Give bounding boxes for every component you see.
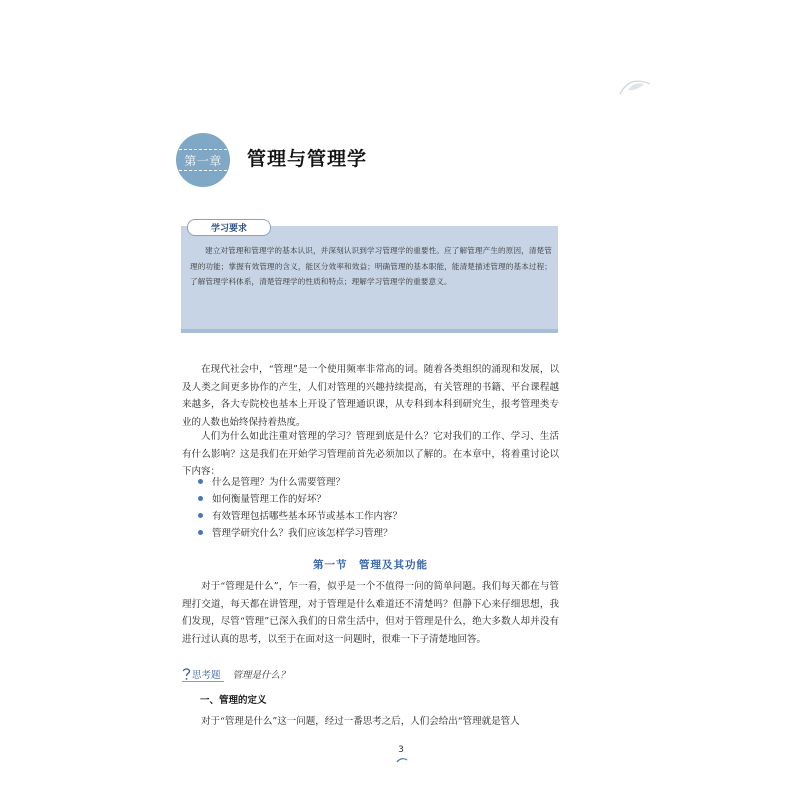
chapter-title: 管理与管理学 <box>247 148 368 170</box>
list-item <box>198 508 402 525</box>
section-title: 第一节 管理及其功能 <box>313 559 428 571</box>
learning-requirements-text: 建立对管理和管理学的基本认识，并深刻认识到学习管理学的重要性。应了解管理产生的原因，清楚管理的功能；掌握有效管理的含义，能区分效率和效益；明确管理的基本职能，能清楚描述管理的基本过程；了解管理学科体系，清楚管理学的性质和特点；理解学习管理学的重要意义。 <box>190 246 552 286</box>
list-item-text: 如何衡量管理工作的好坏？ <box>212 494 327 505</box>
question-mark-icon <box>182 667 191 681</box>
page-number: 3 <box>398 745 404 755</box>
think-question-row <box>182 666 290 682</box>
list-item-text: 有效管理包括哪些基本环节或基本工作内容？ <box>212 511 403 522</box>
list-item-text: 管理学研究什么？我们应该怎样学习管理？ <box>212 528 393 539</box>
definition-paragraph: 对于“管理是什么”这一问题，经过一番思考之后，人们会给出“管理就是管人 <box>201 716 520 727</box>
intro-paragraph-2: 人们为什么如此注重对管理的学习？管理到底是什么？它对我们的工作、学习、生活有什么影响？这是我们在开始学习管理前首先必须加以了解的。在本章中，将着重讨论以下内容： <box>182 431 559 477</box>
chapter-badge <box>176 133 230 187</box>
think-label: 思考题 <box>192 670 221 681</box>
leaf-decoration-icon <box>618 76 652 96</box>
sub-heading: 一、管理的定义 <box>200 695 267 706</box>
list-item <box>198 474 402 491</box>
bullet-icon <box>198 496 203 501</box>
section-paragraph: 对于“管理是什么”，乍一看，似乎是一个不值得一问的简单问题。我们每天都在与管理打交道，每天都在讲管理，对于管理是什么难道还不清楚吗？但静下心来仔细思想，我们发现，尽管“管理”已深入我们的日常生活中，但对于管理是什么，绝大多数人却并没有进行过认真的思考，以至于在面对这一问题时，很难一下子清楚地回答。 <box>182 581 559 645</box>
bullet-icon <box>198 530 203 535</box>
learning-requirements-label: 学习要求 <box>187 219 271 236</box>
think-question-text: 管理是什么？ <box>232 670 290 681</box>
list-item-text: 什么是管理？为什么需要管理？ <box>212 477 346 488</box>
bullet-icon <box>198 513 203 518</box>
bullet-icon <box>198 479 203 484</box>
intro-paragraph-1: 在现代社会中，“管理”是一个使用频率非常高的词。随着各类组织的涌现和发展，以及人类之间更多协作的产生，人们对管理的兴趣持续提高，有关管理的书籍、平台课程越来越多，各大专院校也基本上开设了管理通识课，从专科到本科到研究生，报考管理类专业的人数也始终保持着热度。 <box>182 364 559 428</box>
page-ornament-icon <box>396 757 408 763</box>
chapter-badge-label: 第一章 <box>179 149 227 171</box>
list-item <box>198 491 402 508</box>
list-item <box>198 525 402 542</box>
topic-list <box>198 474 402 542</box>
think-underline <box>182 681 224 682</box>
